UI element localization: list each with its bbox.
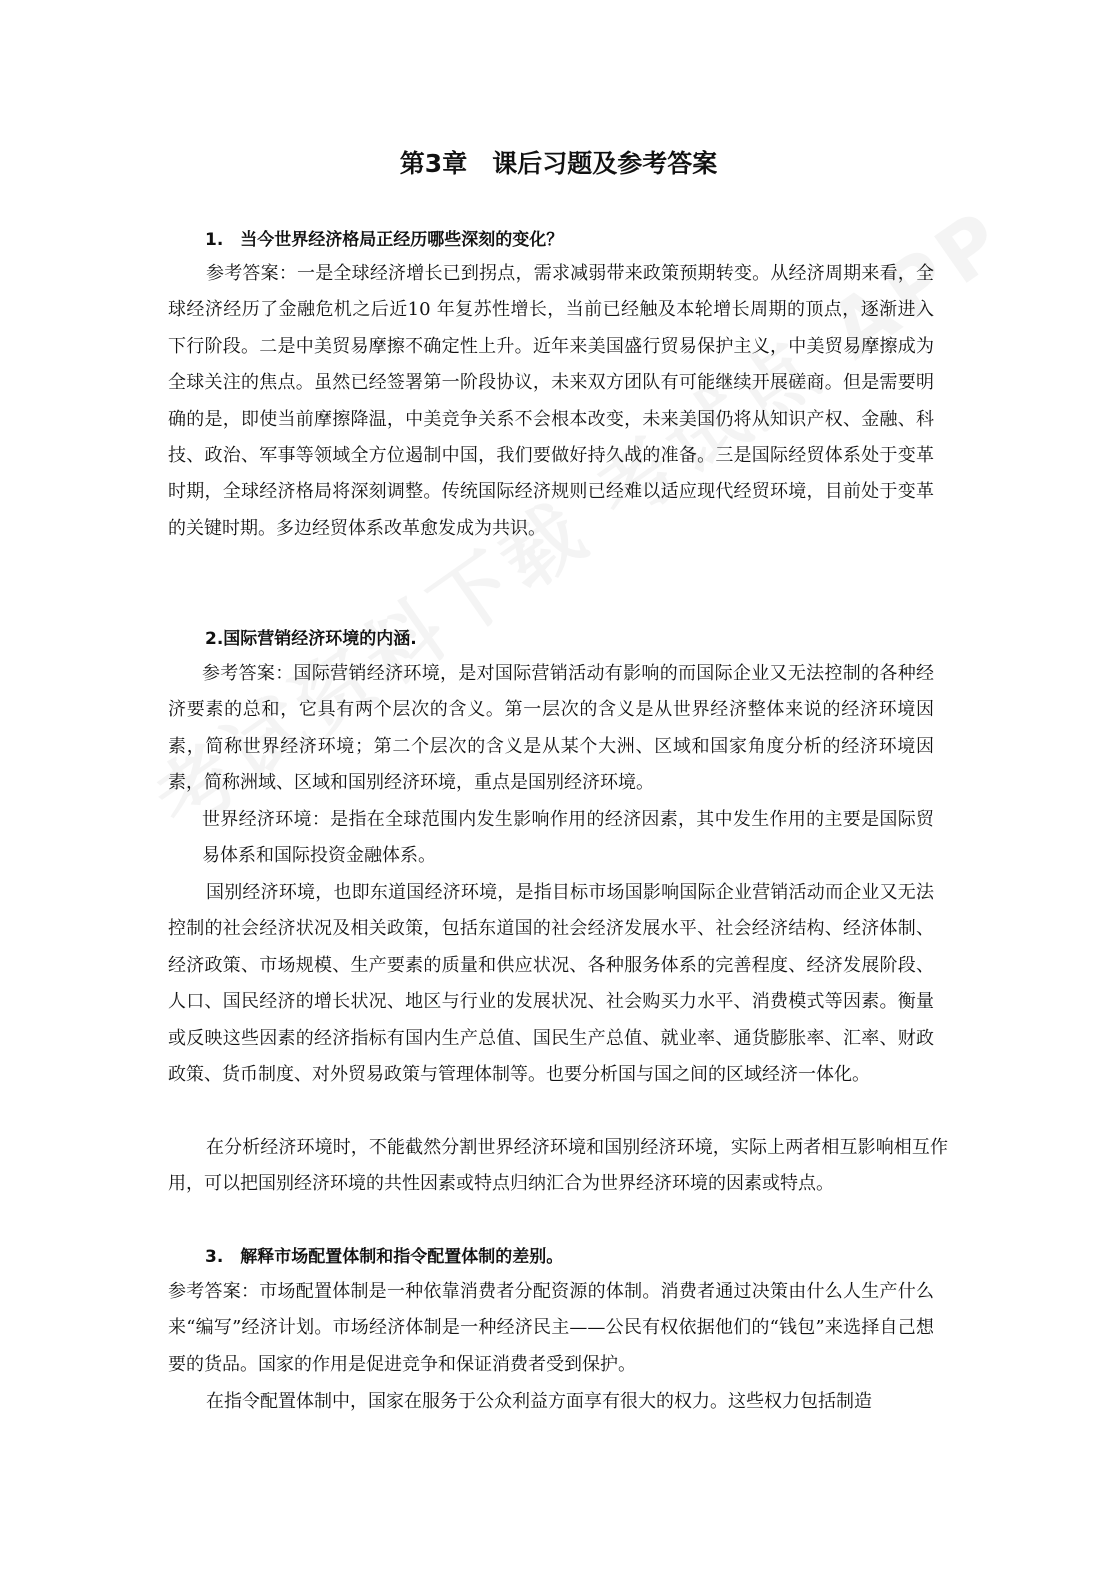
question-1: 1. 当今世界经济格局正经历哪些深刻的变化？: [205, 230, 564, 250]
answer-2-paragraph-2: 世界经济环境：是指在全球范围内发生影响作用的经济因素，其中发生作用的主要是国际贸易体系和国际投资金融体系。: [202, 809, 934, 867]
answer-2-paragraph-3: 国别经济环境，也即东道国经济环境，是指目标市场国影响国际企业营销活动而企业又无法控制的社会经济状况及相关政策，包括东道国的社会经济发展水平、社会经济结构、经济体制、经济政策、市场规模、生产要素的质量和供应状况、各种服务体系的完善程度、经济发展阶段、人口、国民经济的增长状况、地区与行业的发展状况、社会购买力水平、消费模式等因素。衡量或反映这些因素的经济指标有国内生产总值、国民生产总值、就业率、通货膨胀率、汇率、财政政策、货币制度、对外贸易政策与管理体制等。也要分析国与国之间的区域经济一体化。: [168, 882, 934, 1086]
question-3: 3. 解释市场配置体制和指令配置体制的差别。: [205, 1247, 564, 1267]
answer-1-paragraph-1: 参考答案：一是全球经济增长已到拐点，需求减弱带来政策预期转变。从经济周期来看，全球经济经历了金融危机之后近10 年复苏性增长，当前已经触及本轮增长周期的顶点，逐渐进入下行阶段。二是中美贸易摩擦不确定性上升。近年来美国盛行贸易保护主义，中美贸易摩擦成为全球关注的焦点。虽然已经签署第一阶段协议，未来双方团队有可能继续开展磋商。但是需要明确的是，即使当前摩擦降温，中美竞争关系不会根本改变，未来美国仍将从知识产权、金融、科技、政治、军事等领域全方位遏制中国，我们要做好持久战的准备。三是国际经贸体系处于变革时期，全球经济格局将深刻调整。传统国际经济规则已经难以适应现代经贸环境，目前处于变革的关键时期。多边经贸体系改革愈发成为共识。: [168, 263, 934, 539]
answer-3-paragraph-2: 在指令配置体制中，国家在服务于公众利益方面享有很大的权力。这些权力包括制造: [206, 1391, 872, 1412]
chapter-title: 第3章 课后习题及参考答案: [399, 149, 718, 178]
answer-3-paragraph-1: 参考答案：市场配置体制是一种依靠消费者分配资源的体制。消费者通过决策由什么人生产什么来“编写”经济计划。市场经济体制是一种经济民主——公民有权依据他们的“钱包”来选择自己想要的货品。国家的作用是促进竞争和保证消费者受到保护。: [168, 1281, 934, 1375]
answer-2-paragraph-4: 在分析经济环境时，不能截然分割世界经济环境和国别经济环境，实际上两者相互影响相互作用，可以把国别经济环境的共性因素或特点归纳汇合为世界经济环境的因素或特点。: [168, 1137, 948, 1195]
question-2: 2.国际营销经济环境的内涵.: [205, 629, 417, 649]
answer-2-paragraph-1: 参考答案：国际营销经济环境，是对国际营销活动有影响的而国际企业又无法控制的各种经济要素的总和，它具有两个层次的含义。第一层次的含义是从世界经济整体来说的经济环境因素，简称世界经济环境；第二个层次的含义是从某个大洲、区域和国家角度分析的经济环境因素，简称洲域、区域和国别经济环境，重点是国别经济环境。: [168, 663, 934, 794]
